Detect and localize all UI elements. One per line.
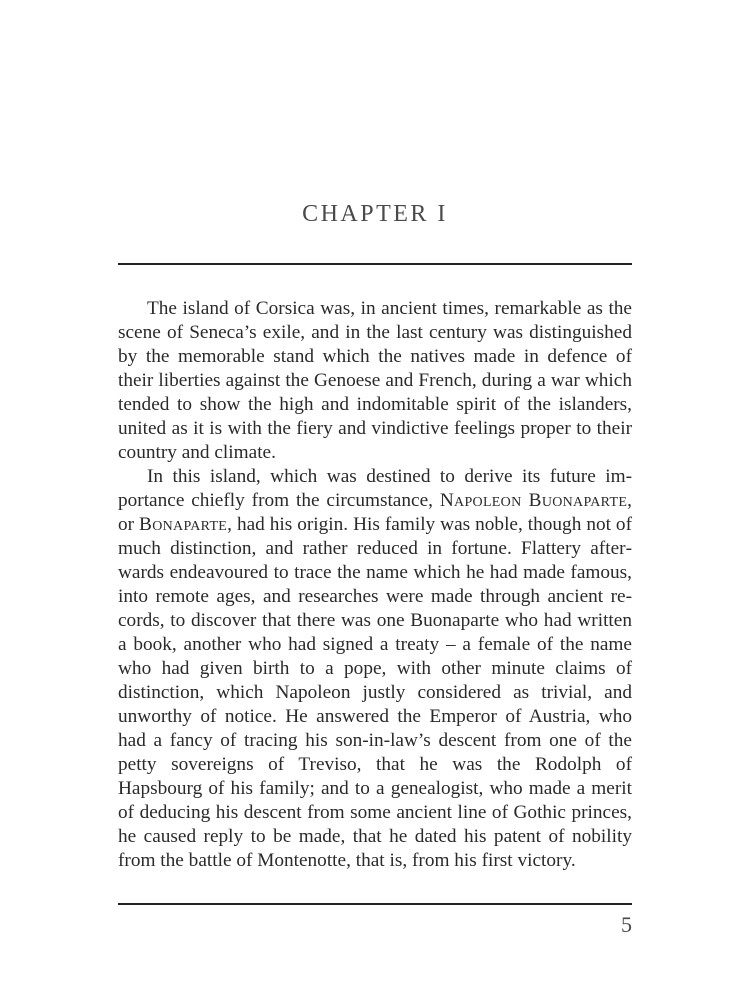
paragraph-1: The island of Corsica was, in ancient times, remarkable as the scene of Seneca’s exile, and in the last century was distinguished by the memorable stand which the natives made in defence of their liberties against the Genoese and French, during a war which tended to show the high and indomitable spirit of the islanders, united as it is with the fiery and vindictive feelings proper to their country and climate.	[118, 298, 632, 463]
paragraph-2	[118, 465, 632, 873]
page-number: 5	[621, 912, 632, 937]
body-text	[118, 297, 632, 873]
small-caps-name-bonaparte: Bonaparte	[139, 514, 228, 535]
chapter-heading: CHAPTER I	[302, 201, 448, 227]
paragraph-2-text-before: In this island, which was destined to derive its future importance chiefly from the circumstance,	[118, 466, 632, 511]
small-caps-name-napoleon: Napoleon Buonaparte	[439, 490, 628, 511]
footer-rule	[118, 903, 632, 905]
paragraph-2-text-after: , had his origin. His family was noble, though not of much distinction, and rather reduced in fortune. Flattery afterwards endeavoured to trace the name which he had made famous, into remote ages, and researches were made through ancient records, to discover that there was one Buonaparte who had written a book, another who had signed a treaty – a female of the name who had given birth to a pope, with other minute claims of distinction, which Napoleon justly considered as trivial, and unworthy of notice. He answered the Emperor of Austria, who had a fancy of tracing his son-in-law’s descent from one of the petty sovereigns of Treviso, that he was the Rodolph of Hapsbourg of his family; and to a genealogist, who made a merit of deducing his descent from some ancient line of Gothic princes, he caused reply to be made, that he dated his patent of nobility from the battle of Montenotte, that is, from his first victory.	[118, 514, 632, 871]
paragraph-2-text-middle: , or	[118, 490, 632, 535]
header-rule	[118, 263, 632, 265]
